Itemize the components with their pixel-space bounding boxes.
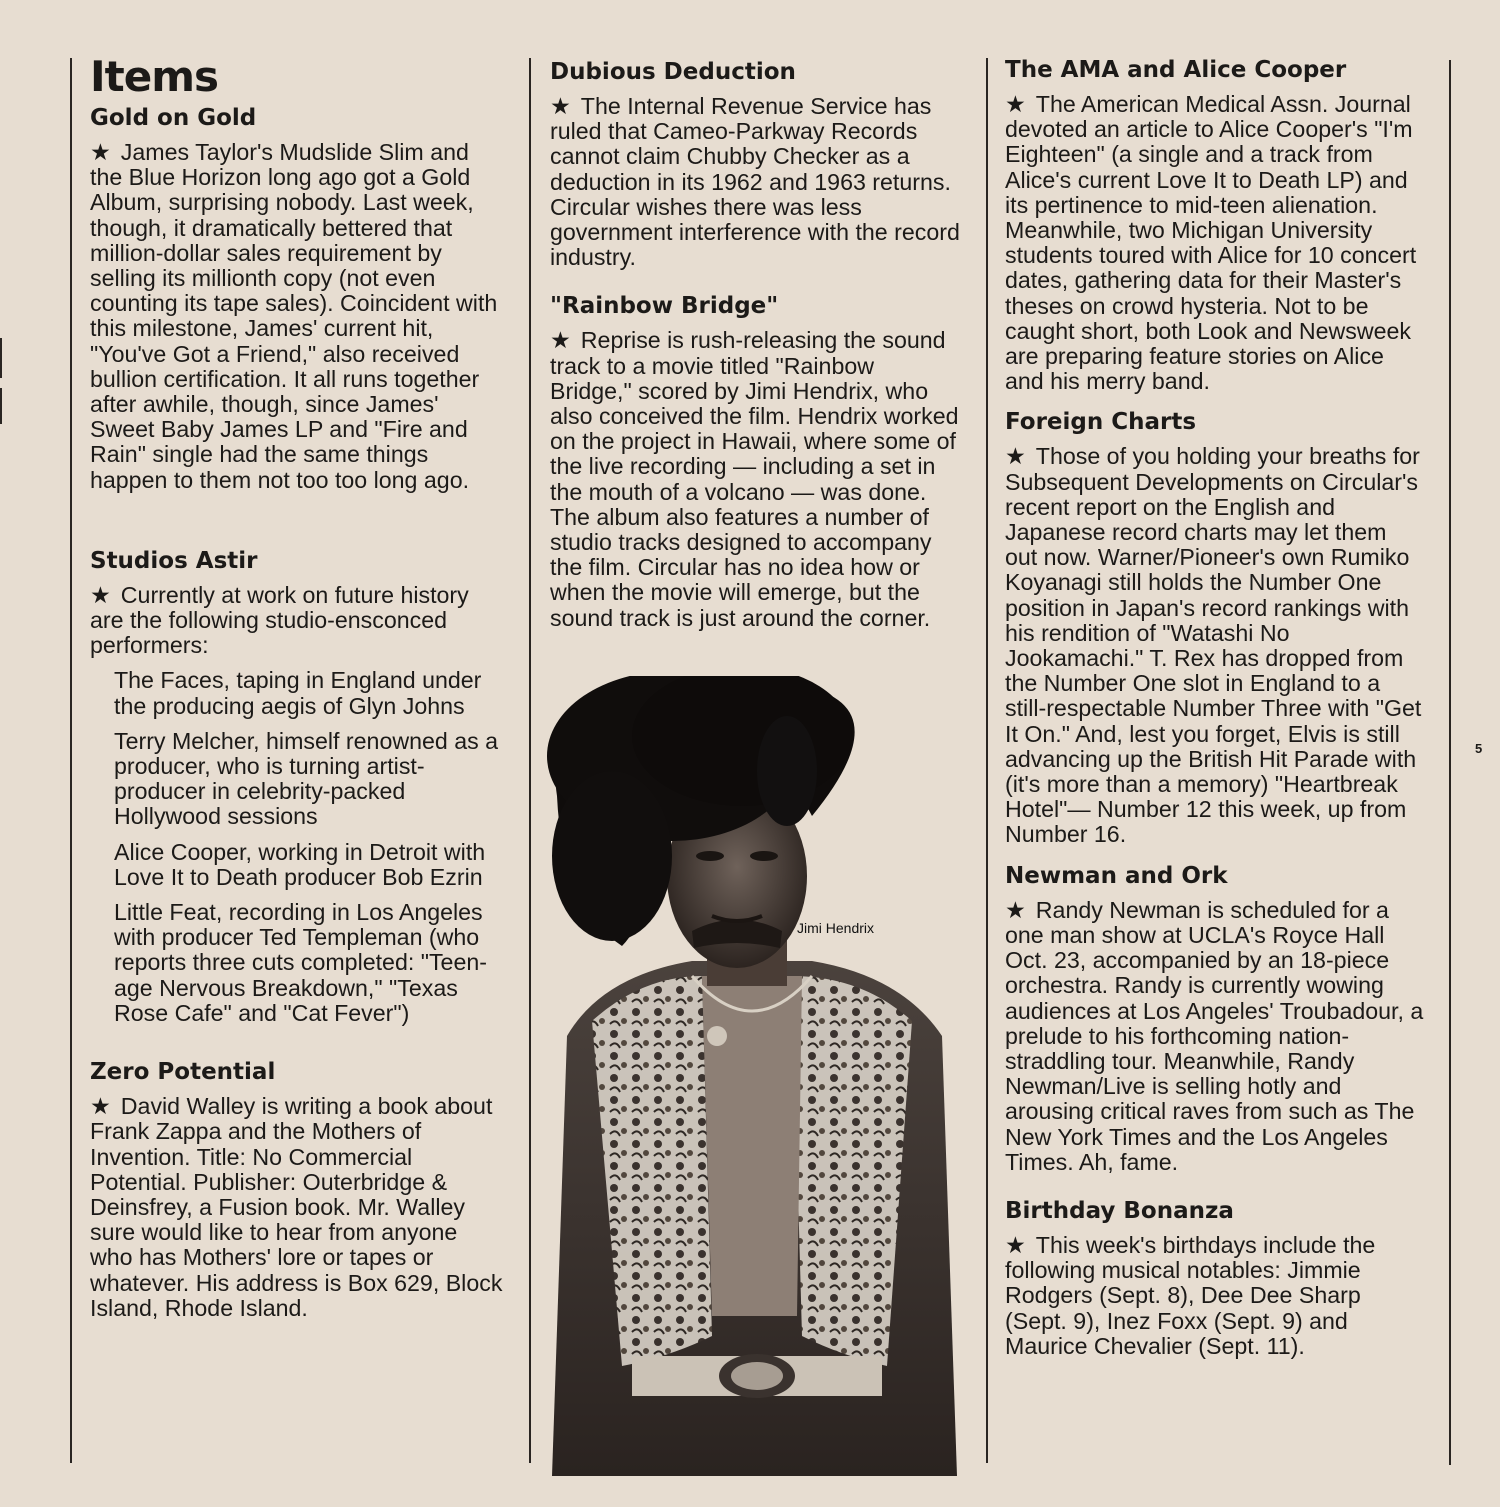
article-title-foreign: Foreign Charts (1005, 409, 1197, 436)
star-icon: ★ (90, 1093, 111, 1120)
column-3 (1005, 56, 1425, 1359)
article-title-birthday: Birthday Bonanza (1005, 1197, 1234, 1224)
column-rule-center-left (529, 58, 531, 1463)
article-body-rainbow: ★ Reprise is rush-releasing the sound track to a movie titled "Rainbow Bridge," scored by Jimi Hendrix, who also conceived the film. Hendrix worked on the project in Hawaii, where some of the live recording — including a set in the mouth of a volcano — was done. The album also features a number of studio tracks designed to accompany the film. Circular has no idea how or when the movie will emerge, but the sound track is just around the corner. (550, 327, 959, 631)
star-icon: ★ (1005, 443, 1026, 470)
article-title-ama: The AMA and Alice Cooper (1005, 57, 1347, 83)
list-item: The Faces, taping in England under the producing aegis of Glyn Johns (114, 667, 482, 719)
star-icon: ★ (1005, 91, 1026, 117)
star-icon: ★ (90, 139, 111, 165)
article-body-zero: ★ David Walley is writing a book about Frank Zappa and the Mothers of Invention. Title: No Commercial Potential. Publisher: Outerbridge & Deinsfrey, a Fusion book. Mr. Walley sure would like to hear from anyone who has Mothers' lore or tapes or whatever. His address is Box 629, Block Island, Rhode Island. (90, 1093, 503, 1321)
article-body-newman: ★ Randy Newman is scheduled for a one man show at UCLA's Royce Hall Oct. 23, accompanied by an 18-piece orchestra. Randy is currently wowing audiences at Los Angeles' Troubadour, a prelude to his forthcoming nation-straddling tour. Meanwhile, Randy Newman/Live is selling hotly and arousing critical raves from such as The New York Times and the Los Angeles Times. Ah, fame. (1005, 896, 1424, 1175)
column-rule-center-right (986, 58, 988, 1463)
hendrix-photo (542, 676, 962, 1476)
list-item: Terry Melcher, himself renowned as a producer, who is turning artist-producer in celebrity-packed Hollywood sessions (114, 727, 499, 830)
binding-mark (0, 338, 2, 378)
article-title-rainbow: "Rainbow Bridge" (550, 293, 779, 320)
column-rule-left (70, 58, 72, 1463)
article-title-newman: Newman and Ork (1005, 862, 1228, 889)
page-number: 5 (1475, 741, 1483, 756)
column-1 (90, 54, 505, 1321)
star-icon: ★ (90, 581, 111, 608)
article-body-foreign: ★ Those of you holding your breaths for Subsequent Developments on Circular's recent report on the English and Japanese record charts may let them out now. Warner/Pioneer's own Rumiko Koyanagi still holds the Number One position in Japan's record rankings with his rendition of "Watashi No Jookamachi." T. Rex has dropped from the Number One slot in England to a still-respectable Number Three with "Get It On." And, lest you forget, Elvis is still advancing up the British Hit Parade with (it's more than a memory) "Heartbreak Hotel"— Number 12 this week, up from Number 16. (1005, 443, 1422, 848)
star-icon: ★ (550, 327, 571, 354)
photo-caption: Jimi Hendrix (797, 920, 875, 936)
star-icon: ★ (1005, 896, 1026, 923)
star-icon: ★ (550, 93, 571, 119)
binding-mark (0, 388, 2, 424)
article-intro-studios: ★ Currently at work on future history are the following studio-ensconced performers: (90, 581, 469, 659)
page-title: Items (90, 52, 218, 101)
column-rule-right (1449, 60, 1451, 1465)
article-title-zero: Zero Potential (90, 1059, 276, 1086)
article-body-ama: ★ The American Medical Assn. Journal devoted an article to Alice Cooper's "I'm Eighteen" (a single and a track from Alice's current Love It to Death LP) and its pertinence to mid-teen alienation. Meanwhile, two Michigan University students toured with Alice for 10 concert dates, gathering data for their Master's theses on crowd hysteria. Not to be caught short, both Look and Newsweek are preparing feature stories on Alice and his merry band. (1005, 91, 1417, 395)
list-item: Little Feat, recording in Los Angeles with producer Ted Templeman (who reports three cuts completed: "Teen-age Nervous Breakdown," "Texas Rose Cafe" and "Cat Fever") (114, 899, 487, 1026)
article-title-dubious: Dubious Deduction (550, 59, 796, 85)
article-body-birthday: ★ This week's birthdays include the following musical notables: Jimmie Rodgers (Sept. 8), Dee Dee Sharp (Sept. 9), Inez Foxx (Sept. 9) and Maurice Chevalier (Sept. 11). (1005, 1231, 1376, 1359)
list-item: Alice Cooper, working in Detroit with Love It to Death producer Bob Ezrin (114, 838, 486, 890)
star-icon: ★ (1005, 1231, 1026, 1258)
article-body-dubious: ★ The Internal Revenue Service has ruled that Cameo-Parkway Records cannot claim Chubby Checker as a deduction in its 1962 and 1963 returns. Circular wishes there was less government interference with the record industry. (550, 93, 960, 271)
article-title-studios: Studios Astir (90, 547, 258, 574)
article-title-gold: Gold on Gold (90, 105, 257, 131)
column-2 (550, 58, 960, 631)
article-body-gold: ★ James Taylor's Mudslide Slim and the Blue Horizon long ago got a Gold Album, surprising nobody. Last week, though, it dramatically bettered that million-dollar sales requirement by selling its millionth copy (not even counting its tape sales). Coincident with this milestone, James' current hit, "You've Got a Friend," also received bullion certification. It all runs together after awhile, though, since James' Sweet Baby James LP and "Fire and Rain" single had the same things happen to them not too too long ago. (90, 139, 498, 493)
